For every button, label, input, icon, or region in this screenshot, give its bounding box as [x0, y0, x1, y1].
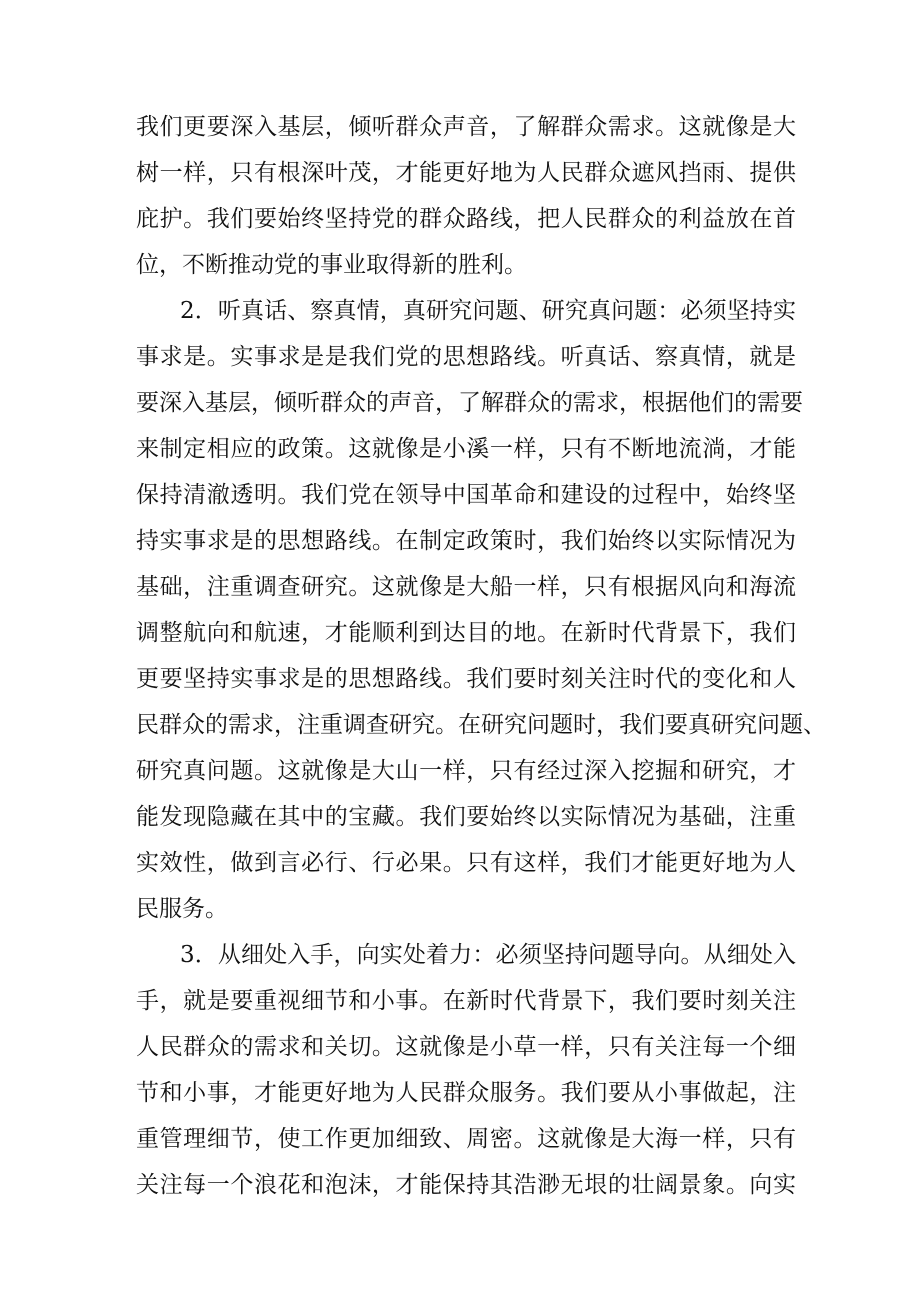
text-line: 持实事求是的思想路线。在制定政策时，我们始终以实际情况为 [136, 528, 796, 554]
text-line: 实效性，做到言必行、行必果。只有这样，我们才能更好地为人 [136, 850, 796, 876]
text-line: 研究真问题。这就像是大山一样，只有经过深入挖掘和研究，才 [136, 758, 796, 784]
text-line: 保持清澈透明。我们党在领导中国革命和建设的过程中，始终坚 [136, 482, 796, 508]
text-line: 树一样，只有根深叶茂，才能更好地为人民群众遮风挡雨、提供 [136, 160, 796, 186]
paragraph-continuation [136, 104, 796, 288]
text-line: 手，就是要重视细节和小事。在新时代背景下，我们要时刻关注 [136, 988, 796, 1014]
text-line: 关注每一个浪花和泡沫，才能保持其浩渺无垠的壮阔景象。向实 [136, 1172, 796, 1198]
text-line: 我们更要深入基层，倾听群众声音，了解群众需求。这就像是大 [136, 114, 796, 140]
text-line: 要深入基层，倾听群众的声音，了解群众的需求，根据他们的需要 [136, 390, 803, 416]
paragraph-item-3 [136, 932, 796, 1208]
text-line: 来制定相应的政策。这就像是小溪一样，只有不断地流淌，才能 [136, 436, 796, 462]
text-line: 人民群众的需求和关切。这就像是小草一样，只有关注每一个细 [136, 1034, 796, 1060]
text-line: 能发现隐藏在其中的宝藏。我们要始终以实际情况为基础，注重 [136, 804, 796, 830]
paragraph-item-2 [136, 288, 826, 932]
text-line: 节和小事，才能更好地为人民群众服务。我们要从小事做起，注 [136, 1080, 796, 1106]
text-line: 民服务。 [136, 896, 228, 922]
text-line: 重管理细节，使工作更加细致、周密。这就像是大海一样，只有 [136, 1126, 796, 1152]
text-line: 基础，注重调查研究。这就像是大船一样，只有根据风向和海流 [136, 574, 796, 600]
text-line: 事求是。实事求是是我们党的思想路线。听真话、察真情，就是 [136, 344, 796, 370]
text-line: 民群众的需求，注重调查研究。在研究问题时，我们要真研究问题、 [136, 712, 826, 738]
text-line: 更要坚持实事求是的思想路线。我们要时刻关注时代的变化和人 [136, 666, 796, 692]
text-line: 3．从细处入手，向实处着力：必须坚持问题导向。从细处入 [180, 942, 796, 968]
text-line: 2．听真话、察真情，真研究问题、研究真问题：必须坚持实 [180, 298, 796, 324]
text-line: 位，不断推动党的事业取得新的胜利。 [136, 252, 527, 278]
text-line: 庇护。我们要始终坚持党的群众路线，把人民群众的利益放在首 [136, 206, 796, 232]
text-line: 调整航向和航速，才能顺利到达目的地。在新时代背景下，我们 [136, 620, 796, 646]
